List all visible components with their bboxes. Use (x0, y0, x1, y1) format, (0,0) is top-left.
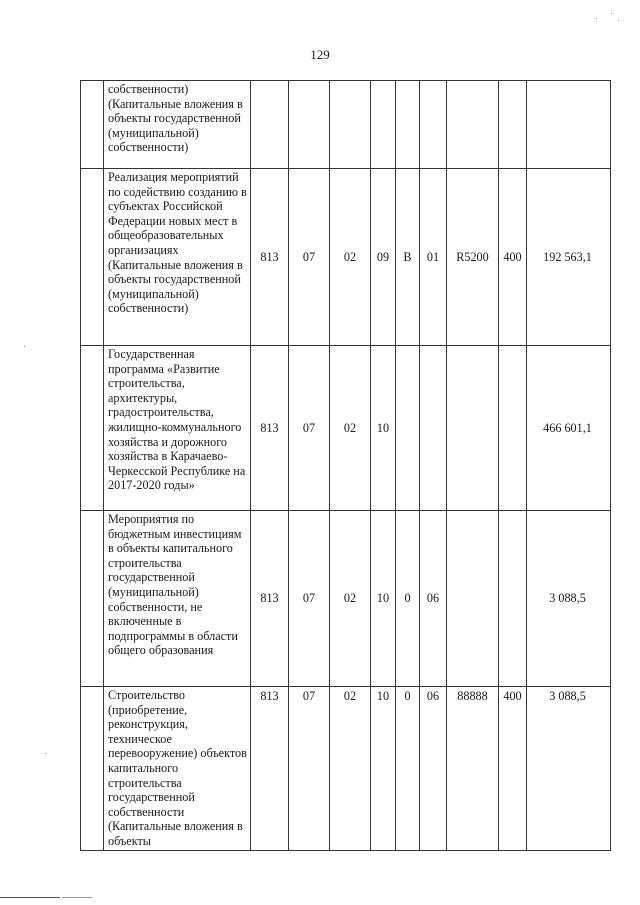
expense-type-cell (499, 346, 527, 511)
description-cell: Государственная программа «Развитие строительства, архитектуры, градостроительства, жилищно-коммунального хозяйства и дорожного хозяйства в Карачаево-Черкесской Республике на 2017-2020 годы» (104, 346, 251, 511)
ministry-code-cell: 813 (251, 169, 289, 346)
subsection-code-cell (330, 81, 371, 169)
table-row (81, 511, 611, 687)
program-code-cell: 09 (371, 169, 396, 346)
amount-cell: 3 088,5 (527, 687, 611, 851)
event-code-cell: 01 (420, 169, 447, 346)
row-number-cell (81, 346, 104, 511)
ministry-code-cell: 813 (251, 511, 289, 687)
expense-type-cell (499, 511, 527, 687)
description-cell: Реализация мероприятий по содействию созданию в субъектах Российской Федерации новых мест в общеобразовательных организациях (Капитальные вложения в объекты государственной (муниципальной) собственности) (104, 169, 251, 346)
table-row (81, 169, 611, 346)
row-number-cell (81, 687, 104, 851)
event-code-cell (420, 346, 447, 511)
section-code-cell: 07 (289, 511, 330, 687)
expense-type-cell (499, 81, 527, 169)
scan-artifact-line (62, 897, 92, 898)
ministry-code-cell: 813 (251, 687, 289, 851)
ministry-code-cell: 813 (251, 346, 289, 511)
scan-artifact-dot (618, 20, 619, 21)
expense-type-cell: 400 (499, 169, 527, 346)
direction-code-cell (447, 81, 499, 169)
subprogram-code-cell (396, 81, 420, 169)
program-code-cell: 10 (371, 511, 396, 687)
budget-table (80, 80, 611, 851)
row-number-cell (81, 81, 104, 169)
direction-code-cell (447, 511, 499, 687)
program-code-cell: 10 (371, 687, 396, 851)
subsection-code-cell: 02 (330, 511, 371, 687)
expense-type-cell: 400 (499, 687, 527, 851)
ministry-code-cell (251, 81, 289, 169)
event-code-cell: 06 (420, 511, 447, 687)
page-number: 129 (310, 47, 330, 62)
description-cell: собственности) (Капитальные вложения в объекты государственной (муниципальной) собственности) (104, 81, 251, 169)
amount-cell (527, 81, 611, 169)
scan-artifact-dot (45, 753, 46, 754)
event-code-cell (420, 81, 447, 169)
section-code-cell: 07 (289, 169, 330, 346)
scan-artifact-dot (596, 18, 597, 19)
subprogram-code-cell: 0 (396, 511, 420, 687)
row-number-cell (81, 511, 104, 687)
subsection-code-cell: 02 (330, 169, 371, 346)
description-cell: Мероприятия по бюджетным инвестициям в объекты капитального строительства государственной (муниципальной) собственности, не включенные в подпрограммы в области общего образования (104, 511, 251, 687)
amount-cell: 466 601,1 (527, 346, 611, 511)
table-row (81, 81, 611, 169)
subsection-code-cell: 02 (330, 346, 371, 511)
section-code-cell (289, 81, 330, 169)
program-code-cell (371, 81, 396, 169)
row-number-cell (81, 169, 104, 346)
amount-cell: 192 563,1 (527, 169, 611, 346)
program-code-cell: 10 (371, 346, 396, 511)
subprogram-code-cell (396, 346, 420, 511)
direction-code-cell (447, 346, 499, 511)
subprogram-code-cell: 0 (396, 687, 420, 851)
table-row (81, 687, 611, 851)
scan-artifact-dot (24, 346, 25, 347)
subsection-code-cell: 02 (330, 687, 371, 851)
description-cell: Строительство (приобретение, реконструкция, техническое перевооружение) объектов капитального строительства государственной собственности (Капитальные вложения в объекты (104, 687, 251, 851)
scan-artifact-line (0, 897, 60, 898)
table-row (81, 346, 611, 511)
section-code-cell: 07 (289, 346, 330, 511)
subprogram-code-cell: В (396, 169, 420, 346)
section-code-cell: 07 (289, 687, 330, 851)
direction-code-cell: R5200 (447, 169, 499, 346)
amount-cell: 3 088,5 (527, 511, 611, 687)
direction-code-cell: 88888 (447, 687, 499, 851)
event-code-cell: 06 (420, 687, 447, 851)
scan-artifact-dot (611, 13, 612, 14)
